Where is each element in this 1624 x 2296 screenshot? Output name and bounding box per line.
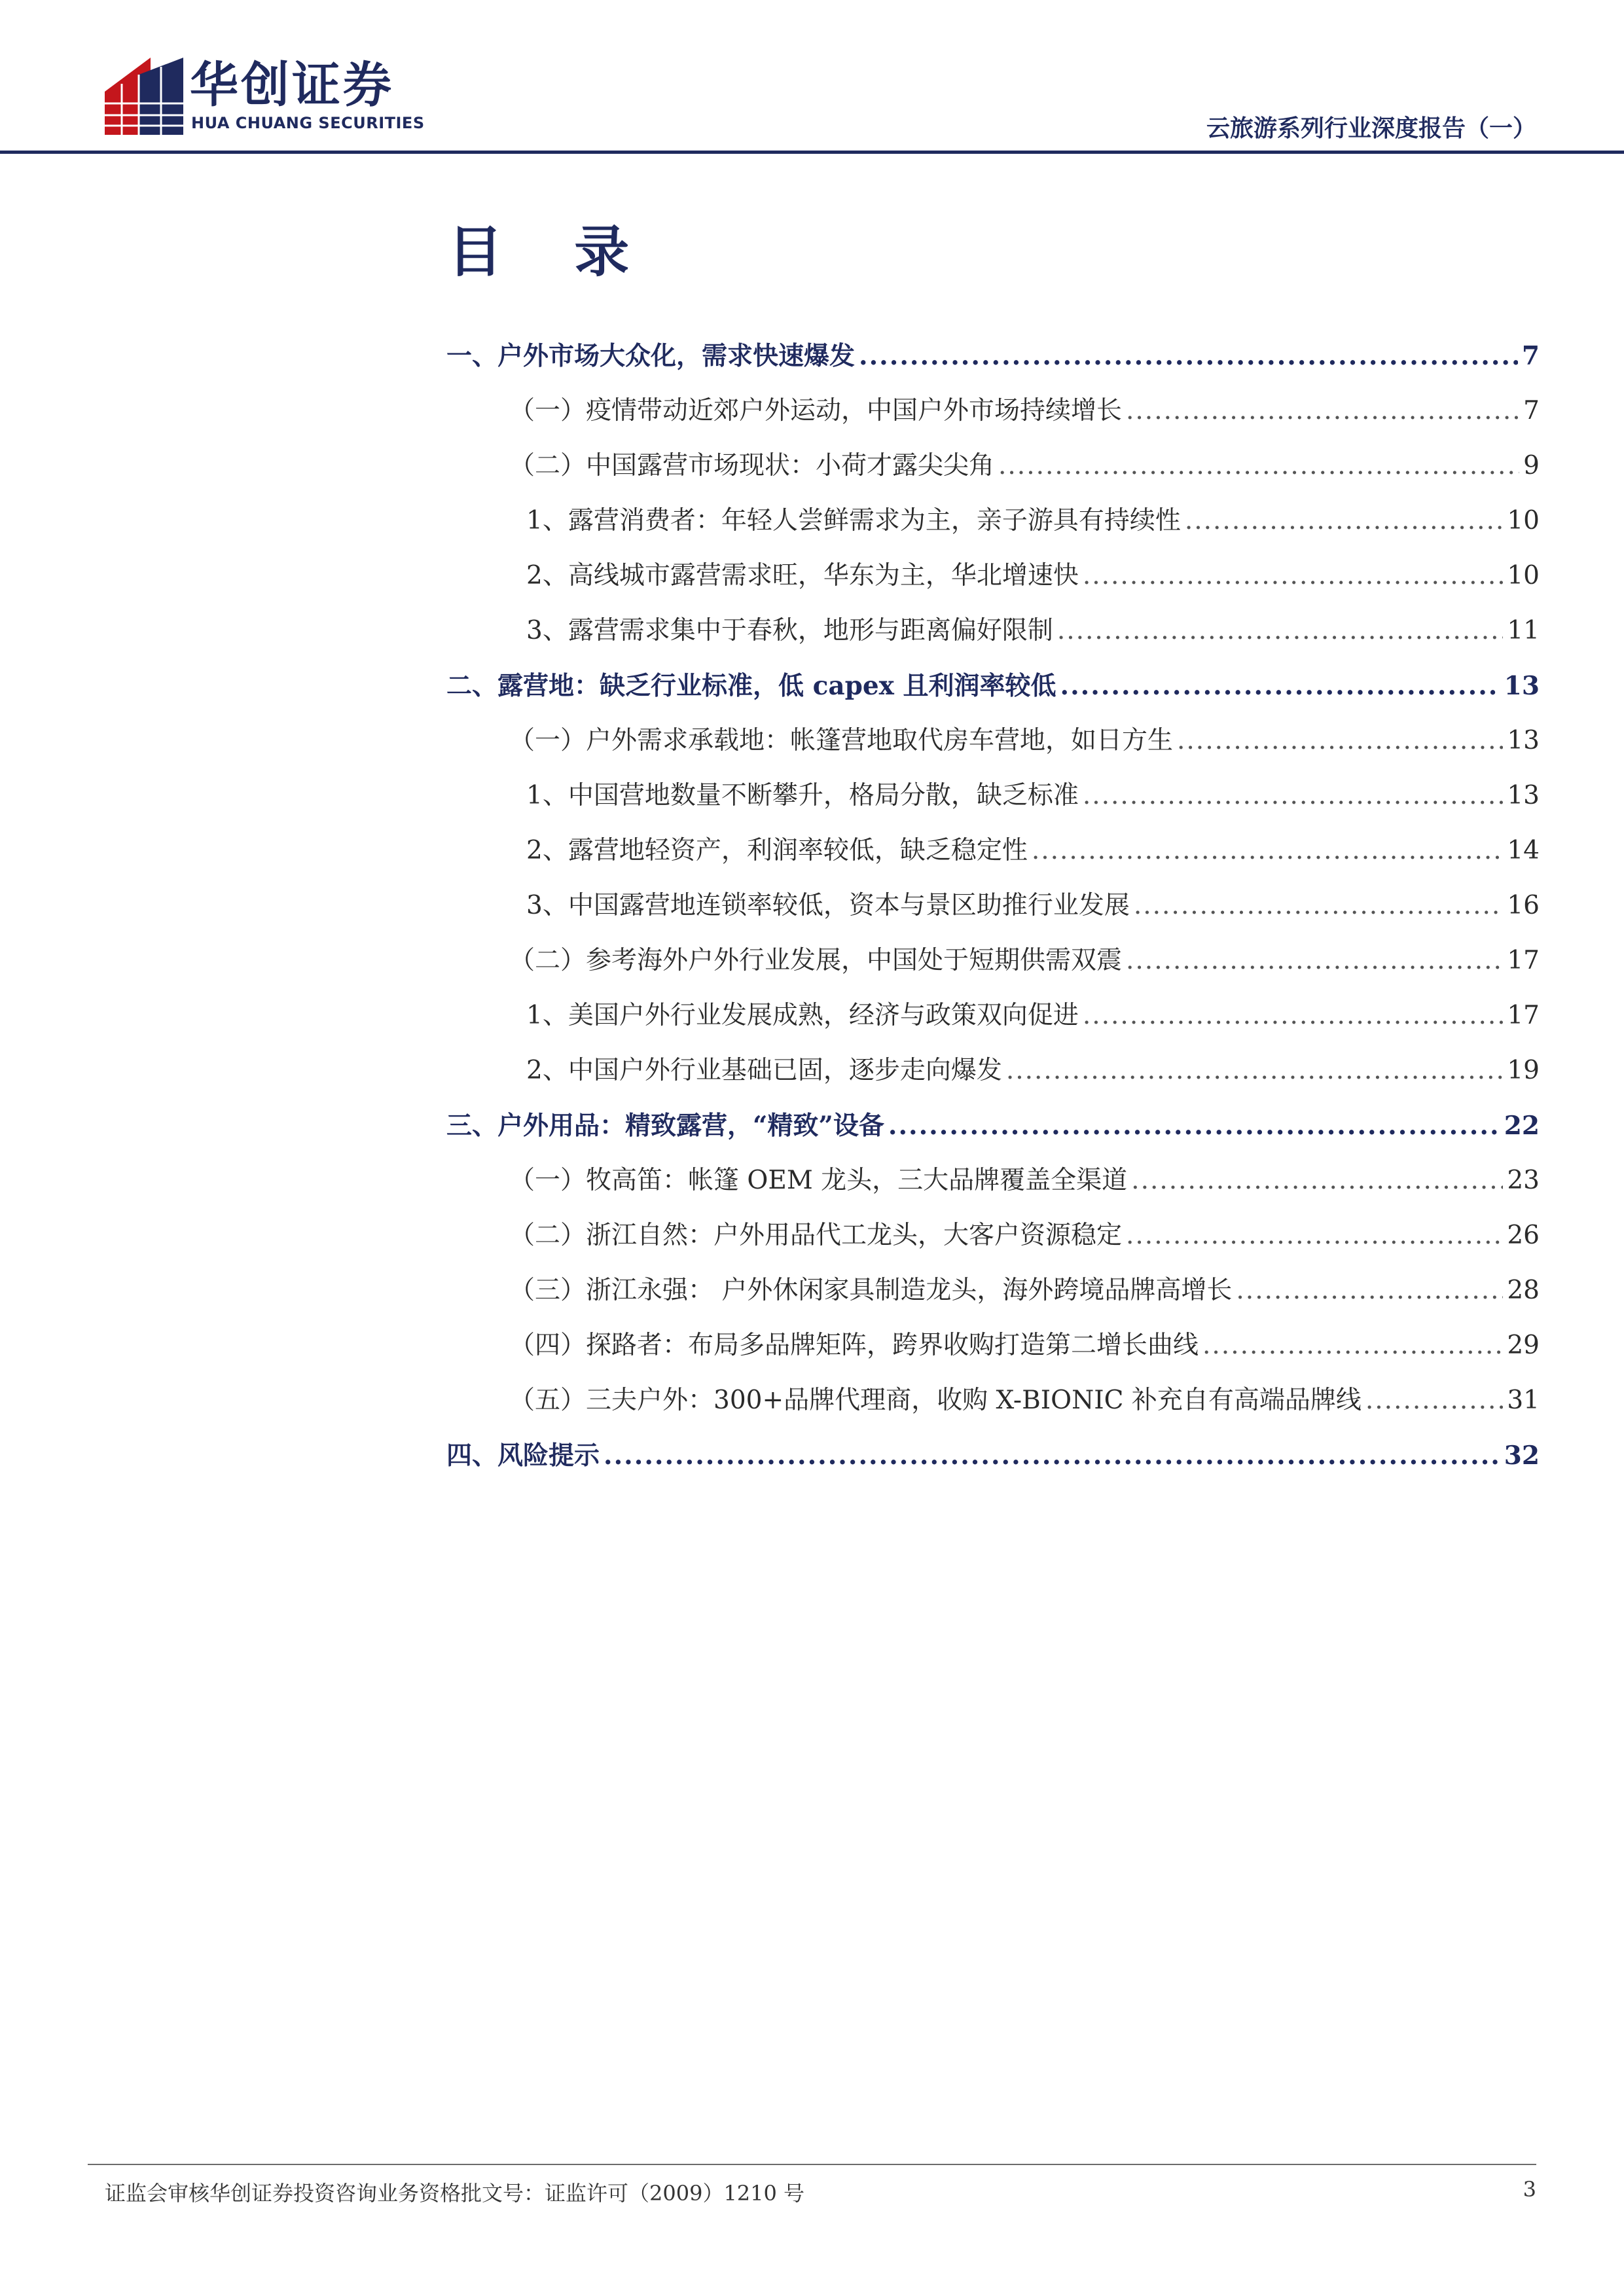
toc-entry-title: 3、露营需求集中于春秋，地形与距离偏好限制 [526, 616, 1053, 645]
toc-entry-title: 2、露营地轻资产，利润率较低，缺乏稳定性 [526, 836, 1028, 865]
toc-entry-level-1[interactable] [446, 658, 1540, 713]
toc-entry-page: 17 [1507, 1001, 1540, 1030]
toc-entry-page: 17 [1507, 946, 1540, 975]
toc-entry-page: 29 [1507, 1331, 1540, 1360]
toc-dot-leader [1060, 658, 1500, 713]
toc-entry-page: 14 [1507, 836, 1540, 865]
toc-entry-title: （二）中国露营市场现状：小荷才露尖尖角 [509, 451, 995, 480]
page-number: 3 [1523, 2177, 1536, 2202]
toc-entry-page: 13 [1504, 671, 1540, 701]
toc-dot-leader [1083, 988, 1504, 1043]
toc-dot-leader [1202, 1318, 1503, 1373]
toc-entry-page: 11 [1507, 616, 1540, 645]
toc-entry-page: 32 [1504, 1441, 1540, 1471]
toc-entry-title: 三、户外用品：精致露营，“精致”设备 [446, 1111, 884, 1141]
toc-entry-level-3[interactable] [446, 548, 1540, 603]
toc-entry-title: （一）疫情带动近郊户外运动，中国户外市场持续增长 [509, 396, 1123, 425]
toc-entry-page: 7 [1523, 396, 1540, 425]
toc-entry-page: 13 [1507, 726, 1540, 755]
toc-entry-page: 16 [1507, 891, 1540, 920]
toc-entry-title: 1、中国营地数量不断攀升，格局分散，缺乏标准 [526, 781, 1079, 810]
logo-name-cn: 华创证券 [190, 57, 394, 113]
toc-dot-leader [1126, 933, 1503, 988]
toc-entry-page: 19 [1507, 1056, 1540, 1085]
toc-dot-leader [1177, 713, 1503, 768]
toc-entry-title: 二、露营地：缺乏行业标准，低 capex 且利润率较低 [446, 671, 1056, 701]
toc-dot-leader [1057, 603, 1504, 658]
toc-entry-title: （四）探路者：布局多品牌矩阵，跨界收购打造第二增长曲线 [509, 1331, 1199, 1360]
toc-dot-leader [1032, 823, 1504, 878]
toc-dot-leader [1006, 1043, 1504, 1098]
toc-entry-page: 22 [1504, 1111, 1540, 1141]
toc-entry-title: （一）户外需求承载地：帐篷营地取代房车营地，如日方生 [509, 726, 1174, 755]
logo-name-en: HUA CHUANG SECURITIES [191, 114, 425, 132]
toc-dot-leader [1134, 878, 1504, 933]
table-of-contents [446, 329, 1540, 1483]
footer-divider [88, 2164, 1536, 2165]
toc-dot-leader [1083, 548, 1504, 603]
toc-entry-title: （二）参考海外户外行业发展，中国处于短期供需双震 [509, 946, 1123, 975]
toc-entry-level-3[interactable] [446, 988, 1540, 1043]
toc-entry-title: （一）牧高笛：帐篷 OEM 龙头，三大品牌覆盖全渠道 [509, 1166, 1128, 1195]
toc-entry-title: （二）浙江自然：户外用品代工龙头，大客户资源稳定 [509, 1221, 1123, 1250]
toc-entry-page: 28 [1507, 1276, 1540, 1305]
toc-dot-leader [1185, 493, 1504, 548]
toc-entry-title: 3、中国露营地连锁率较低，资本与景区助推行业发展 [526, 891, 1130, 920]
toc-entry-level-3[interactable] [446, 823, 1540, 878]
toc-entry-title: 一、户外市场大众化，需求快速爆发 [446, 341, 856, 371]
toc-entry-level-2[interactable] [446, 1208, 1540, 1263]
toc-entry-page: 10 [1507, 561, 1540, 590]
toc-entry-level-2[interactable] [446, 933, 1540, 988]
toc-entry-level-2[interactable] [446, 1263, 1540, 1318]
toc-dot-leader [859, 329, 1518, 384]
company-logo [105, 57, 425, 136]
toc-entry-level-3[interactable] [446, 1043, 1540, 1098]
toc-entry-level-2[interactable] [446, 1373, 1540, 1428]
toc-entry-level-2[interactable] [446, 439, 1540, 493]
toc-dot-leader [888, 1098, 1500, 1153]
toc-entry-title: 1、美国户外行业发展成熟，经济与政策双向促进 [526, 1001, 1079, 1030]
toc-entry-level-1[interactable] [446, 329, 1540, 384]
toc-entry-level-2[interactable] [446, 713, 1540, 768]
toc-entry-level-1[interactable] [446, 1428, 1540, 1483]
toc-entry-title: 四、风险提示 [446, 1441, 600, 1471]
toc-dot-leader [1126, 1208, 1503, 1263]
toc-entry-title: （五）三夫户外：300+品牌代理商，收购 X-BIONIC 补充自有高端品牌线 [509, 1386, 1362, 1415]
toc-heading: 目 录 [448, 220, 656, 284]
toc-entry-page: 13 [1507, 781, 1540, 810]
report-series-title: 云旅游系列行业深度报告（一） [1206, 115, 1536, 142]
toc-dot-leader [998, 439, 1519, 493]
toc-entry-title: 2、中国户外行业基础已固，逐步走向爆发 [526, 1056, 1002, 1085]
toc-entry-title: 1、露营消费者：年轻人尝鲜需求为主，亲子游具有持续性 [526, 506, 1181, 535]
toc-dot-leader [1131, 1153, 1503, 1208]
toc-dot-leader [1365, 1373, 1503, 1428]
toc-entry-level-2[interactable] [446, 384, 1540, 439]
toc-entry-level-3[interactable] [446, 878, 1540, 933]
toc-entry-page: 9 [1523, 451, 1540, 480]
toc-entry-page: 10 [1507, 506, 1540, 535]
toc-entry-level-3[interactable] [446, 603, 1540, 658]
toc-entry-page: 31 [1507, 1386, 1540, 1415]
toc-entry-page: 23 [1507, 1166, 1540, 1195]
toc-dot-leader [1083, 768, 1504, 823]
toc-entry-level-2[interactable] [446, 1318, 1540, 1373]
toc-entry-level-1[interactable] [446, 1098, 1540, 1153]
toc-dot-leader [1236, 1263, 1503, 1318]
toc-entry-page: 26 [1507, 1221, 1540, 1250]
footer-license-text: 证监会审核华创证券投资咨询业务资格批文号：证监许可（2009）1210 号 [105, 2181, 805, 2206]
toc-dot-leader [604, 1428, 1500, 1483]
toc-entry-level-2[interactable] [446, 1153, 1540, 1208]
toc-entry-page: 7 [1521, 341, 1540, 371]
toc-dot-leader [1126, 384, 1519, 439]
toc-entry-level-3[interactable] [446, 493, 1540, 548]
logo-mark-icon [105, 58, 183, 135]
toc-entry-title: 2、高线城市露营需求旺，华东为主，华北增速快 [526, 561, 1079, 590]
toc-entry-level-3[interactable] [446, 768, 1540, 823]
toc-entry-title: （三）浙江永强： 户外休闲家具制造龙头，海外跨境品牌高增长 [509, 1276, 1233, 1305]
header-divider [0, 151, 1624, 154]
